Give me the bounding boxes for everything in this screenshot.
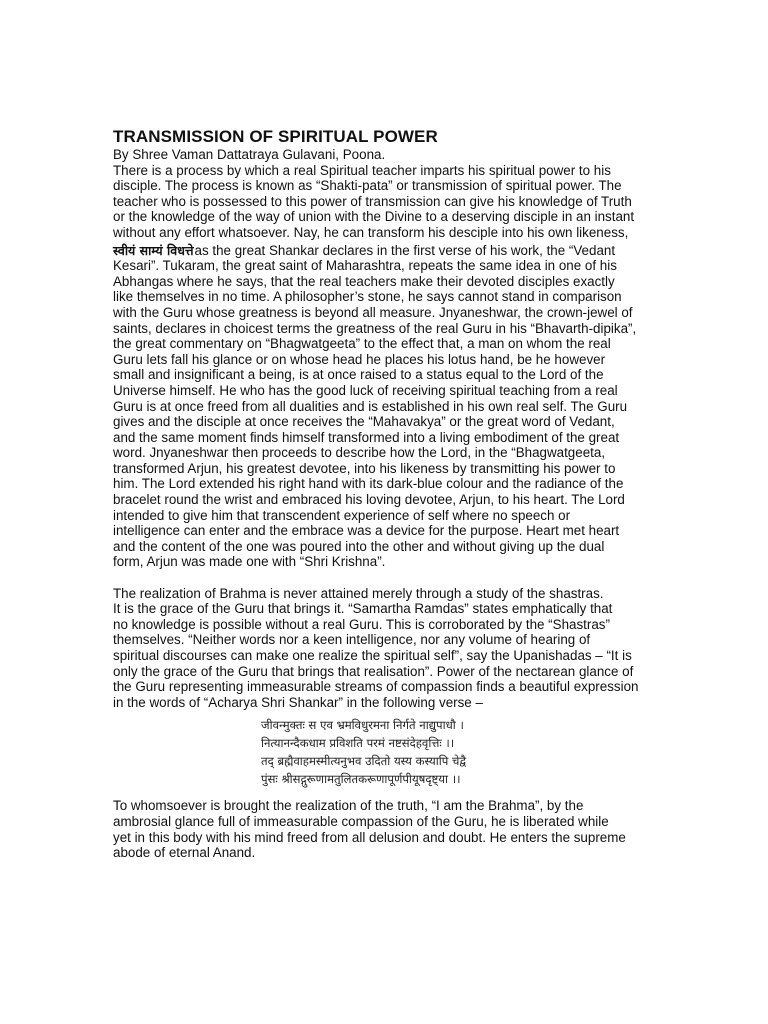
sanskrit-verse: [261, 716, 521, 788]
paragraph-line: and the same moment finds himself transformed into a living embodiment of the great: [113, 429, 620, 445]
paragraph-line: intended to give him that transcendent experience of self where no speech or: [113, 507, 571, 523]
paragraph-line: word. Jnyaneshwar then proceeds to describe how the Lord, in the “Bhagwatgeeta,: [113, 445, 606, 461]
paragraph-line: bracelet round the wrist and embraced his loving devotee, Arjun, to his heart. The Lord: [113, 492, 625, 508]
paragraph-line: or the knowledge of the way of union with the Divine to a deserving disciple in an instant: [113, 209, 635, 225]
paragraph-line: no knowledge is possible without a real Guru. This is corroborated by the “Shastras”: [113, 616, 610, 632]
paragraph-line: saints, declares in choicest terms the greatness of the real Guru in his “Bhavarth-dipika”,: [113, 320, 637, 336]
paragraph-line: form, Arjun was made one with “Shri Krishna”.: [113, 554, 386, 570]
paragraph-line-with-sanskrit: [113, 243, 661, 259]
paragraph-line: abode of eternal Anand.: [113, 845, 256, 861]
paragraph-line: the Guru representing immeasurable streams of compassion finds a beautiful expression: [113, 679, 639, 695]
paragraph-line: gives and the disciple at once receives the “Mahavakya” or the great word of Vedant,: [113, 414, 615, 430]
paragraph-text: as the great Shankar declares in the first verse of his work, the “Vedant: [194, 242, 616, 258]
paragraph-line: disciple. The process is known as “Shakti-pata” or transmission of spiritual power. The: [113, 178, 622, 194]
paragraph-line: spiritual discourses can make one realize the spiritual self”, say the Upanishadas – “It is: [113, 648, 632, 663]
paragraph-line: Universe himself. He who has the good luck of receiving spiritual teaching from a real: [113, 382, 618, 398]
paragraph-2: [113, 586, 661, 711]
paragraph-line: yet in this body with his mind freed from all delusion and doubt. He enters the supreme: [113, 829, 626, 845]
verse-line: तद् ब्रह्मैवाहमस्मीत्यनुभव उदितो यस्य कस्यापि चेद्वै: [261, 754, 467, 769]
paragraph-1: [113, 163, 661, 570]
document-title: TRANSMISSION OF SPIRITUAL POWER: [113, 127, 438, 146]
paragraph-line: intelligence can enter and the embrace was a device for the purpose. Heart met heart: [113, 523, 620, 539]
paragraph-line: and the content of the one was poured into the other and without giving up the dual: [113, 538, 605, 554]
paragraph-line: themselves. “Neither words nor a keen intelligence, nor any volume of hearing of: [113, 632, 591, 648]
paragraph-3: [113, 798, 661, 860]
paragraph-line: the great commentary on “Bhagwatgeeta” to the effect that, a man on whom the real: [113, 336, 611, 352]
paragraph-line: transformed Arjun, his greatest devotee, into his likeness by transmitting his power to: [113, 460, 616, 476]
paragraph-line: There is a process by which a real Spiritual teacher imparts his spiritual power to his: [113, 162, 611, 178]
paragraph-line: It is the grace of the Guru that brings it. “Samartha Ramdas” states emphatically that: [113, 601, 613, 617]
paragraph-line: Guru is at once freed from all dualities and is established in his own real self. The Guru: [113, 398, 628, 414]
paragraph-line: To whomsoever is brought the realization of the truth, “I am the Brahma”, by the: [113, 798, 584, 814]
paragraph-gap: [113, 570, 661, 586]
paragraph-line: small and insignificant a being, is at once raised to a status equal to the Lord of the: [113, 367, 604, 383]
paragraph-line: like themselves in no time. A philosopher’s stone, he says cannot stand in comparison: [113, 289, 622, 305]
paragraph-line: him. The Lord extended his right hand with its dark-blue colour and the radiance of the: [113, 476, 624, 492]
verse-line: जीवन्मुक्तः स एव भ्रमविधुरमना निर्गते नाद्युपाधौ ।: [261, 718, 464, 733]
document-page: [113, 127, 661, 861]
verse-line: नित्यानन्दैकधाम प्रविशति परमं नष्टसंदेहवृत्तिः ।।: [261, 736, 455, 751]
paragraph-line: ambrosial glance full of immeasurable compassion of the Guru, he is liberated while: [113, 813, 609, 829]
paragraph-line: in the words of “Acharya Shri Shankar” in the following verse –: [113, 694, 483, 710]
paragraph-line: The realization of Brahma is never attained merely through a study of the shastras.: [113, 585, 604, 601]
paragraph-line: Kesari”. Tukaram, the great saint of Maharashtra, repeats the same idea in one of his: [113, 258, 617, 274]
paragraph-line: without any effort whatsoever. Nay, he can transform his desciple into his own likeness,: [113, 224, 629, 240]
paragraph-line: teacher who is possessed to this power of transmission can give his knowledge of Truth: [113, 193, 632, 209]
verse-line: पुंसः श्रीसद्गुरूणामतुलितकरूणापूर्णपीयूषदृष्ट्या ।।: [261, 772, 461, 787]
byline: By Shree Vaman Dattatraya Gulavani, Poona.: [113, 147, 386, 162]
paragraph-line: Abhangas where he says, that the real teachers make their devoted disciples exactly: [113, 273, 615, 289]
inline-sanskrit-phrase: स्वीयं साम्यं विधत्ते: [113, 242, 194, 258]
paragraph-line: with the Guru whose greatness is beyond all measure. Jnyaneshwar, the crown-jewel of: [113, 304, 633, 320]
paragraph-line: Guru lets fall his glance or on whose head he places his lotus hand, be he however: [113, 351, 606, 367]
paragraph-line: only the grace of the Guru that brings that realisation”. Power of the nectarean glance of: [113, 663, 634, 679]
